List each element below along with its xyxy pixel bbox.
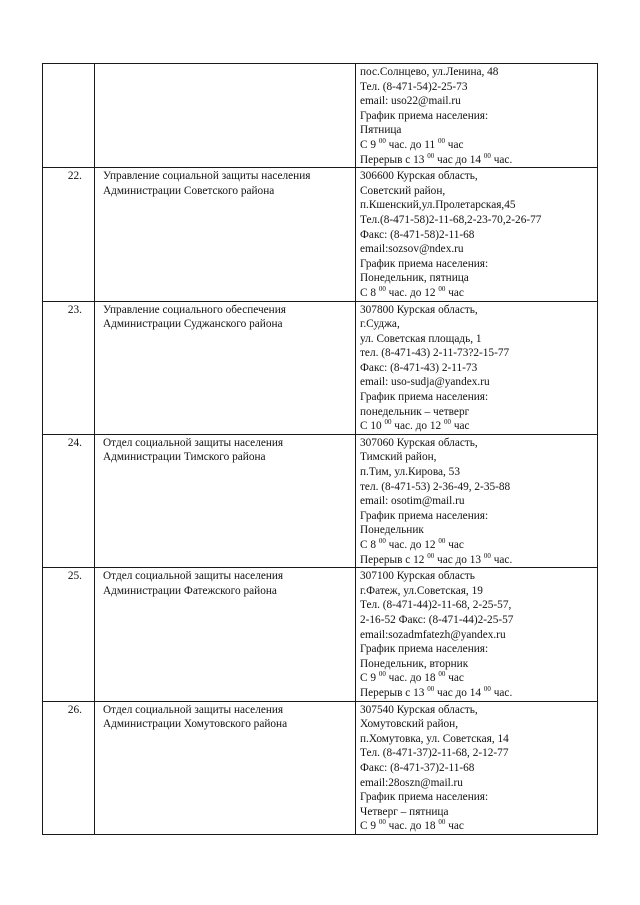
address-line: тел. (8-471-43) 2-11-73?2-15-77 bbox=[360, 347, 510, 360]
address-line: 307800 Курская область, bbox=[360, 303, 478, 316]
organization-cell bbox=[95, 301, 356, 434]
address-line: п.Хомутовка, ул. Советская, 14 bbox=[360, 732, 509, 745]
address-line: Тел. (8-471-54)2-25-73 bbox=[360, 80, 468, 93]
address-line: тел. (8-471-53) 2-36-49, 2-35-88 bbox=[360, 480, 511, 493]
address-line: Факс: (8-471-58)2-11-68 bbox=[360, 228, 475, 241]
organization-name-line: Управление социального обеспечения bbox=[103, 303, 286, 316]
address-cell bbox=[356, 568, 598, 701]
organization-name-line: Администрации Фатежского района bbox=[103, 584, 277, 597]
row-number: 25. bbox=[43, 568, 95, 701]
address-line: 307540 Курская область, bbox=[360, 703, 478, 716]
organization-cell bbox=[95, 168, 356, 301]
address-line: Тел. (8-471-37)2-11-68, 2-12-77 bbox=[360, 747, 509, 760]
address-line: email:sozadmfatezh@yandex.ru bbox=[360, 628, 506, 641]
address-line: С 8 $^{00}$ час. до 12 $^{00}$ час bbox=[360, 284, 464, 299]
address-line: Понедельник, пятница bbox=[360, 272, 469, 285]
address-line: Тел. (8-471-44)2-11-68, 2-25-57, bbox=[360, 599, 512, 612]
address-line: С 8 $^{00}$ час. до 12 $^{00}$ час bbox=[360, 537, 464, 551]
address-line: ул. Советская площадь, 1 bbox=[360, 332, 482, 345]
organization-name-line: Администрации Тимского района bbox=[103, 451, 266, 464]
organization-name-line: Управление социальной защиты населения bbox=[103, 170, 311, 183]
address-line: email: osotim@mail.ru bbox=[360, 495, 465, 508]
table-row bbox=[43, 701, 598, 834]
address-cell bbox=[356, 64, 598, 168]
address-line: График приема населения: bbox=[360, 791, 489, 804]
address-cell bbox=[356, 434, 598, 567]
address-line: Пятница bbox=[360, 124, 402, 137]
address-line: График приема населения: bbox=[360, 257, 489, 270]
address-line: email: uso-sudja@yandex.ru bbox=[360, 376, 490, 389]
contacts-table bbox=[42, 63, 598, 835]
organization-cell bbox=[95, 701, 356, 834]
organization-name-line: Отдел социальной защиты населения bbox=[103, 436, 284, 449]
address-line: График приема населения: bbox=[360, 643, 489, 656]
table-row bbox=[43, 64, 598, 168]
row-number: 23. bbox=[43, 301, 95, 434]
address-line: пос.Солнцево, ул.Ленина, 48 bbox=[360, 66, 499, 78]
address-line: Факс: (8-471-37)2-11-68 bbox=[360, 761, 475, 774]
table-row bbox=[43, 434, 598, 567]
address-line: Понедельник bbox=[360, 524, 424, 537]
row-number: 22. bbox=[43, 168, 95, 301]
address-line: Перерыв с 12 $^{00}$ час до 13 $^{00}$ час. bbox=[360, 551, 513, 566]
address-line: email:28oszn@mail.ru bbox=[360, 776, 463, 789]
address-cell bbox=[356, 301, 598, 434]
address-line: Перерыв с 13 $^{00}$ час до 14 $^{00}$ час. bbox=[360, 684, 513, 699]
address-line: С 9 $^{00}$ час. до 18 $^{00}$ час bbox=[360, 818, 464, 833]
table-row bbox=[43, 168, 598, 301]
address-line: г.Фатеж, ул.Советская, 19 bbox=[360, 584, 483, 597]
table-row bbox=[43, 568, 598, 701]
address-line: С 10 $^{00}$ час. до 12 $^{00}$ час bbox=[360, 418, 470, 433]
organization-name-line: Отдел социальной защиты населения bbox=[103, 570, 284, 583]
address-line: email:sozsov@ndex.ru bbox=[360, 243, 464, 256]
address-cell bbox=[356, 701, 598, 834]
address-line: г.Суджа, bbox=[360, 318, 400, 331]
address-line: Советский район, bbox=[360, 184, 446, 197]
organization-cell bbox=[95, 568, 356, 701]
address-line: Хомутовский район, bbox=[360, 718, 459, 731]
address-line: email: uso22@mail.ru bbox=[360, 95, 461, 108]
address-line: п.Тим, ул.Кирова, 53 bbox=[360, 466, 460, 479]
table-body bbox=[43, 64, 598, 835]
table-row bbox=[43, 301, 598, 434]
organization-cell bbox=[95, 64, 356, 168]
address-line: понедельник – четверг bbox=[360, 405, 470, 418]
address-line: 307060 Курская область, bbox=[360, 436, 478, 449]
organization-name-line: Администрации Суджанского района bbox=[103, 318, 283, 331]
address-line: Понедельник, вторник bbox=[360, 657, 469, 670]
address-line: График приема населения: bbox=[360, 391, 489, 404]
organization-cell bbox=[95, 434, 356, 567]
address-cell bbox=[356, 168, 598, 301]
row-number bbox=[43, 64, 95, 168]
row-number: 24. bbox=[43, 434, 95, 567]
row-number: 26. bbox=[43, 701, 95, 834]
address-line: Перерыв с 13 $^{00}$ час до 14 $^{00}$ час. bbox=[360, 151, 513, 166]
address-line: Факс: (8-471-43) 2-11-73 bbox=[360, 361, 478, 374]
address-line: С 9 $^{00}$ час. до 18 $^{00}$ час bbox=[360, 670, 464, 685]
address-line: п.Кшенский,ул.Пролетарская,45 bbox=[360, 199, 516, 212]
organization-name-line: Отдел социальной защиты населения bbox=[103, 703, 284, 716]
address-line: Тел.(8-471-58)2-11-68,2-23-70,2-26-77 bbox=[360, 213, 542, 226]
organization-name-line: Администрации Советского района bbox=[103, 184, 275, 197]
address-line: 2-16-52 Факс: (8-471-44)2-25-57 bbox=[360, 613, 514, 626]
address-line: График приема населения: bbox=[360, 109, 489, 122]
address-line: График приема населения: bbox=[360, 509, 489, 522]
address-line: Тимский район, bbox=[360, 451, 437, 464]
address-line: С 9 $^{00}$ час. до 11 $^{00}$ час bbox=[360, 136, 464, 151]
organization-name-line: Администрации Хомутовского района bbox=[103, 718, 288, 731]
address-line: Четверг – пятница bbox=[360, 805, 449, 818]
address-line: 307100 Курская область bbox=[360, 570, 475, 583]
address-line: 306600 Курская область, bbox=[360, 170, 478, 183]
